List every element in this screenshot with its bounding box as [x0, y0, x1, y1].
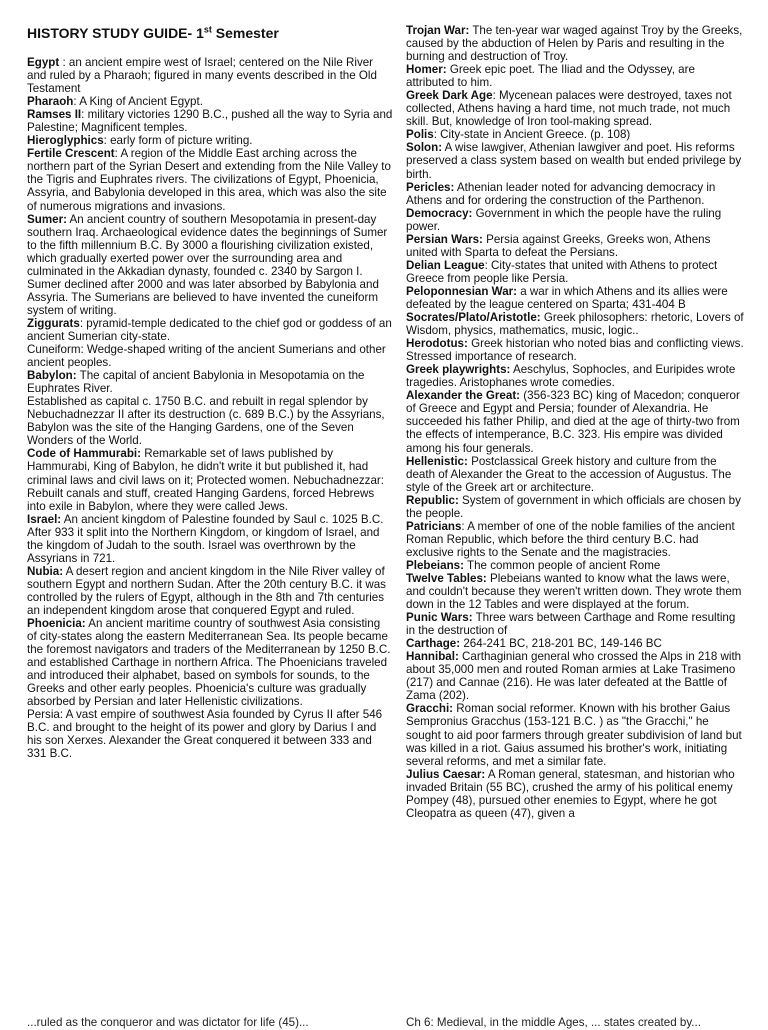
- entry-term: Persian Wars:: [406, 232, 483, 246]
- entry-term: Hannibal:: [406, 650, 459, 664]
- glossary-entry: [406, 650, 744, 702]
- entry-definition: (356-323 BC) king of Macedon; conqueror of Greece and Egypt and Persia; founder of Alexandria. He succeeded his father Philip, and died at the age of thirty-two from the effects of intemperance, B.C. 323. His empire was divided among his four generals.: [406, 389, 740, 455]
- entry-term: Pharaoh: [27, 95, 74, 109]
- entry-definition: : Mycenean palaces were destroyed, taxes not collected, Athens having a hard time, not much trade, not much skill. But, knowledge of Iron tool-making spread.: [406, 89, 732, 129]
- entry-term: Carthage:: [406, 637, 461, 651]
- glossary-entry: [406, 311, 744, 337]
- entry-definition: Athenian leader noted for advancing democracy in Athens and for ordering the construction of the Parthenon.: [406, 180, 716, 207]
- glossary-entry: [406, 768, 744, 820]
- glossary-entry: [27, 343, 393, 369]
- entry-term: Plebeians:: [406, 558, 464, 572]
- glossary-entry: [406, 559, 744, 572]
- entry-term: Egypt: [27, 56, 60, 69]
- entry-definition: a war in which Athens and its allies were defeated by the league centered on Sparta; 431-404 B: [406, 284, 728, 311]
- glossary-entry: [406, 207, 744, 233]
- glossary-entry: [27, 369, 393, 395]
- entry-definition: Cuneiform: Wedge-shaped writing of the ancient Sumerians and other ancient peoples.: [27, 343, 386, 370]
- entry-definition: : A King of Ancient Egypt.: [73, 95, 203, 109]
- entry-term: Peloponnesian War:: [406, 284, 518, 298]
- entry-definition: Greek philosophers: rhetoric, Lovers of Wisdom, physics, mathematics, music, logic..: [406, 311, 744, 338]
- glossary-entry: [406, 181, 744, 207]
- entry-term: Republic:: [406, 493, 459, 507]
- title-rest: Semester: [211, 25, 279, 41]
- entry-term: Phoenicia:: [27, 617, 86, 631]
- entry-definition: Greek historian who noted bias and conflicting views. Stressed importance of research.: [406, 337, 744, 364]
- glossary-entry: [406, 89, 744, 128]
- entry-definition: Remarkable set of laws published by Hammurabi, King of Babylon, he didn't write it but published it, had criminal laws and civil laws on it; Protected women. Nebuchadnezzar: Rebuilt canals and stuff, created Hanging Gardens, forced Hebrews into exile in Babylon, where they were called Jews.: [27, 447, 384, 513]
- left-column: [27, 24, 393, 761]
- entry-term: Fertile Crescent: [27, 147, 115, 161]
- glossary-entry: [406, 24, 744, 63]
- entry-term: Patricians: [406, 519, 462, 533]
- entry-term: Socrates/Plato/Aristotle:: [406, 311, 541, 325]
- entry-definition: 264-241 BC, 218-201 BC, 149-146 BC: [460, 637, 662, 651]
- entry-term: Democracy:: [406, 206, 473, 220]
- title-superscript: st: [203, 24, 212, 35]
- entry-term: Babylon:: [27, 369, 77, 383]
- cutoff-text-left: ...ruled as the conqueror and was dictator for life (45)...: [27, 1016, 309, 1029]
- glossary-entry: [27, 95, 393, 108]
- entry-definition: Aeschylus, Sophocles, and Euripides wrote tragedies. Aristophanes wrote comedies.: [406, 363, 736, 390]
- entry-definition: : military victories 1290 B.C., pushed all the way to Syria and Palestine; Magnificent temples.: [27, 108, 393, 135]
- entry-definition: Persia: A vast empire of southwest Asia founded by Cyrus II after 546 B.C. and brought to the height of its power and glory by Darius I and his son Xerxes. Alexander the Great conquered it between 333 and 331 B.C.: [27, 708, 383, 761]
- right-column: [406, 24, 744, 820]
- entry-term: Julius Caesar:: [406, 767, 486, 781]
- entry-term: Sumer:: [27, 212, 67, 226]
- glossary-entry: [27, 617, 393, 708]
- glossary-entry: [406, 128, 744, 141]
- left-entries: [27, 56, 393, 761]
- glossary-entry: [27, 213, 393, 317]
- entry-definition: The ten-year war waged against Troy by the Greeks, caused by the abduction of Helen by Paris and resulting in the burning and destruction of Troy.: [406, 24, 743, 64]
- entry-term: Hieroglyphics: [27, 134, 104, 148]
- entry-definition: Persia against Greeks, Greeks won, Athens united with Sparta to defeat the Persians.: [406, 232, 711, 259]
- entry-definition: Established as capital c. 1750 B.C. and rebuilt in regal splendor by Nebuchadnezzar II after its destruction (c. 689 B.C.) by the Assyrians, Babylon was the site of the Hanging Gardens, one of the Seven Wonders of the World.: [27, 395, 385, 448]
- glossary-entry: [406, 233, 744, 259]
- entry-term: Israel:: [27, 512, 62, 526]
- entry-term: Solon:: [406, 141, 443, 155]
- entry-definition: : early form of picture writing.: [103, 134, 253, 148]
- entry-term: Hellenistic:: [406, 454, 468, 468]
- cutoff-text-right: Ch 6: Medieval, in the middle Ages, ... states created by...: [406, 1016, 701, 1029]
- glossary-entry: [406, 611, 744, 637]
- entry-definition: A wise lawgiver, Athenian lawgiver and poet. His reforms preserved a class system based on wealth but ended privilege by birth.: [406, 141, 742, 181]
- glossary-entry: [27, 108, 393, 134]
- entry-definition: The capital of ancient Babylonia in Mesopotamia on the Euphrates River.: [27, 369, 365, 396]
- glossary-entry: [406, 637, 744, 650]
- entry-term: Ziggurats: [27, 316, 80, 330]
- entry-term: Greek Dark Age: [406, 89, 493, 103]
- entry-definition: : an ancient empire west of Israel; centered on the Nile River and ruled by a Pharaoh; figured in many events described in the Old Testament: [27, 56, 377, 96]
- glossary-entry: [27, 317, 393, 343]
- glossary-entry: [27, 147, 393, 212]
- glossary-entry: [406, 389, 744, 454]
- entry-definition: : A member of one of the noble families of the ancient Roman Republic, which before the third century B.C. had exclusive rights to the Senate and the magistracies.: [406, 519, 735, 559]
- title-main: HISTORY STUDY GUIDE- 1: [27, 25, 204, 41]
- glossary-entry: [406, 285, 744, 311]
- entry-term: Gracchi:: [406, 702, 454, 716]
- entry-term: Punic Wars:: [406, 611, 473, 625]
- glossary-entry: [406, 259, 744, 285]
- glossary-entry: [406, 520, 744, 559]
- entry-definition: Roman social reformer. Known with his brother Gaius Sempronius Gracchus (153-121 B.C. ) as "the Gracchi," he sought to aid poor farmers through greater subdivision of land but was killed in a riot. Gaius assumed his brother's work, initiating several reforms, and met a similar fate.: [406, 702, 742, 768]
- entry-definition: Three wars between Carthage and Rome resulting in the destruction of: [406, 611, 736, 638]
- entry-definition: Postclassical Greek history and culture from the death of Alexander the Great to the accession of Augustus. The style of the Greek art or architecture.: [406, 454, 732, 494]
- entry-term: Ramses II: [27, 108, 82, 122]
- entry-term: Greek playwrights:: [406, 363, 511, 377]
- glossary-entry: [406, 337, 744, 363]
- glossary-entry: [27, 708, 393, 760]
- entry-definition: An ancient maritime country of southwest Asia consisting of city-states along the eastern Mediterranean Sea. Its people became the foremost navigators and traders of the Mediterranean by 1250 B.C. and established Carthage in northern Africa. The Phoenicians traveled and introduced their alphabet, based on symbols for sounds, to the Greeks and other early peoples. Phoenicia's culture was gradually absorbed by Persian and later Hellenistic civilizations.: [27, 617, 391, 709]
- glossary-entry: [27, 134, 393, 147]
- glossary-entry: [27, 56, 393, 95]
- entry-term: Nubia:: [27, 564, 64, 578]
- entry-term: Pericles:: [406, 180, 455, 194]
- glossary-entry: [406, 702, 744, 767]
- glossary-entry: [406, 494, 744, 520]
- entry-definition: A desert region and ancient kingdom in the Nile River valley of southern Egypt and northern Sudan. After the 20th century B.C. it was controlled by the rulers of Egypt, although in the 8th and 7th centuries an independent kingdom arose that conquered Egypt and ruled.: [27, 564, 386, 617]
- glossary-entry: [27, 513, 393, 565]
- page-title: [27, 24, 393, 42]
- entry-term: Delian League: [406, 258, 485, 272]
- right-entries: [406, 24, 744, 820]
- glossary-entry: [406, 572, 744, 611]
- glossary-entry: [406, 455, 744, 494]
- glossary-entry: [27, 395, 393, 447]
- entry-definition: Government in which the people have the ruling power.: [406, 206, 722, 233]
- entry-term: Alexander the Great:: [406, 389, 521, 403]
- entry-definition: Carthaginian general who crossed the Alps in 218 with about 35,000 men and routed Roman armies at Lake Trasimeno (217) and Cannae (216). He was later defeated at the Battle of Zama (202).: [406, 650, 742, 703]
- entry-definition: : City-states that united with Athens to protect Greece from people like Persia.: [406, 258, 718, 285]
- entry-term: Polis: [406, 128, 434, 142]
- entry-definition: : pyramid-temple dedicated to the chief god or goddess of an ancient Sumerian city-state.: [27, 316, 392, 343]
- glossary-entry: [406, 363, 744, 389]
- entry-definition: An ancient country of southern Mesopotamia in present-day southern Iraq. Archaeological evidence dates the beginnings of Sumer to the fifth millennium B.C. By 3000 a flourishing civilization existed, which gradually exerted power over the surrounding area and culminated in the Akkadian dynasty, founded c. 2340 by Sargon I. Sumer declined after 2000 and was later absorbed by Babylonia and Assyria. The Sumerians are believed to have invented the cuneiform system of writing.: [27, 212, 388, 317]
- entry-term: Herodotus:: [406, 337, 468, 351]
- glossary-entry: [27, 447, 393, 512]
- entry-definition: An ancient kingdom of Palestine founded by Saul c. 1025 B.C. After 933 it split into the Northern Kingdom, or kingdom of Israel, and the kingdom of Judah to the south. Israel was overthrown by the Assyrians in 721.: [27, 512, 384, 565]
- entry-term: Homer:: [406, 63, 447, 77]
- entry-definition: : A region of the Middle East arching across the northern part of the Syrian Desert and extending from the Nile Valley to the Tigris and Euphrates rivers. The civilizations of Egypt, Phoenicia, Assyria, and Babylonia developed in this area, which was also the site of numerous migrations and invasions.: [27, 147, 391, 213]
- entry-term: Code of Hammurabi:: [27, 447, 142, 461]
- glossary-entry: [406, 63, 744, 89]
- entry-definition: A Roman general, statesman, and historian who invaded Britain (55 BC), crushed the army of his political enemy Pompey (48), pursued other enemies to Egypt, where he got Cleopatra as queen (47), given a: [406, 767, 735, 820]
- glossary-entry: [27, 565, 393, 617]
- entry-term: Trojan War:: [406, 24, 470, 37]
- entry-definition: : City-state in Ancient Greece. (p. 108): [433, 128, 631, 142]
- entry-definition: The common people of ancient Rome: [464, 558, 661, 572]
- entry-definition: Plebeians wanted to know what the laws were, and couldn't because they weren't written down. They wrote them down in the 12 Tables and were displayed at the forum.: [406, 571, 742, 612]
- entry-definition: Greek epic poet. The Iliad and the Odyssey, are attributed to him.: [406, 63, 695, 90]
- glossary-entry: [406, 141, 744, 180]
- entry-definition: System of government in which officials are chosen by the people.: [406, 493, 741, 520]
- entry-term: Twelve Tables:: [406, 571, 487, 585]
